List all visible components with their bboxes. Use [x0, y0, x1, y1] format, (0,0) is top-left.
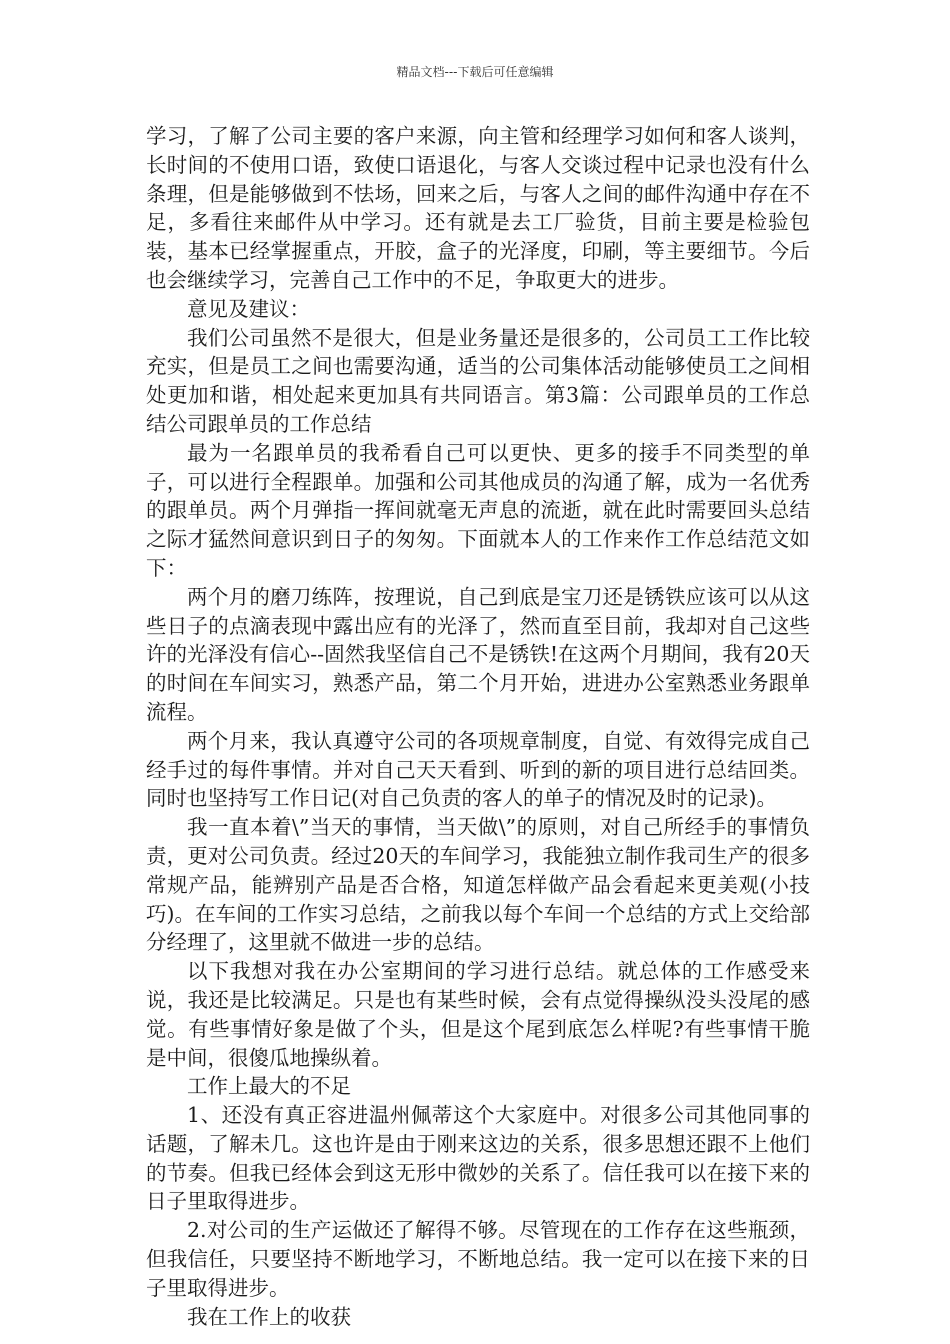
paragraph: 两个月的磨刀练阵，按理说，自己到底是宝刀还是锈铁应该可以从这些日子的点滴表现中露出应有的光泽了，然而直至目前，我却对自己这些许的光泽没有信心--固然我坚信自己不是锈铁!在这两个月期间，我有20天的时间在车间实习，熟悉产品，第二个月开始，进进办公室熟悉业务跟单流程。	[146, 584, 810, 724]
section-heading: 意见及建议：	[187, 296, 310, 321]
paragraph: 1、还没有真正容进温州佩蒂这个大家庭中。对很多公司其他同事的话题，了解未几。这也许是由于刚来这边的关系，很多思想还跟不上他们的节奏。但我已经体会到这无形中微妙的关系了。信任我可以在接下来的日子里取得进步。	[146, 1103, 810, 1214]
section-heading: 我在工作上的收获	[187, 1304, 351, 1329]
paragraph: 以下我想对我在办公室期间的学习进行总结。就总体的工作感受来说，我还是比较满足。只是也有某些时候，会有点觉得操纵没头没尾的感觉。有些事情好象是做了个头，但是这个尾到底怎么样呢?有些事情干脆是中间，很傻瓜地操纵着。	[146, 959, 810, 1070]
paragraph: 2.对公司的生产运做还了解得不够。尽管现在的工作存在这些瓶颈，但我信任，只要坚持不断地学习，不断地总结。我一定可以在接下来的日子里取得进步。	[146, 1218, 810, 1300]
document-body	[146, 122, 810, 1331]
paragraph: 最为一名跟单员的我希看自己可以更快、更多的接手不同类型的单子，可以进行全程跟单。加强和公司其他成员的沟通了解，成为一名优秀的跟单员。两个月弹指一挥间就毫无声息的流逝，就在此时需要回头总结之际才猛然间意识到日子的匆匆。下面就本人的工作来作工作总结范文如下：	[146, 440, 810, 580]
paragraph: 学习，了解了公司主要的客户来源，向主管和经理学习如何和客人谈判，长时间的不使用口语，致使口语退化，与客人交谈过程中记录也没有什么条理，但是能够做到不怯场，回来之后，与客人之间的邮件沟通中存在不足，多看往来邮件从中学习。还有就是去工厂验货，目前主要是检验包装，基本已经掌握重点，开胶，盒子的光泽度，印刷，等主要细节。今后也会继续学习，完善自己工作中的不足，争取更大的进步。	[146, 124, 810, 292]
paragraph: 我们公司虽然不是很大，但是业务量还是很多的，公司员工工作比较充实，但是员工之间也需要沟通，适当的公司集体活动能够使员工之间相处更加和谐，相处起来更加具有共同语言。第3篇：公司跟单员的工作总结公司跟单员的工作总结	[146, 325, 810, 436]
section-heading: 工作上最大的不足	[187, 1074, 351, 1099]
page-header: 精品文档---下载后可任意编辑	[396, 65, 554, 79]
paragraph: 我一直本着\”当天的事情，当天做\”的原则，对自己所经手的事情负责，更对公司负责。经过20天的车间学习，我能独立制作我司生产的很多常规产品，能辨别产品是否合格，知道怎样做产品会看起来更美观(小技巧)。在车间的工作实习总结，之前我以每个车间一个总结的方式上交给部分经理了，这里就不做进一步的总结。	[146, 815, 810, 955]
paragraph: 两个月来，我认真遵守公司的各项规章制度，自觉、有效得完成自己经手过的每件事情。并对自己天天看到、听到的新的项目进行总结回类。同时也坚持写工作日记(对自己负责的客人的单子的情况及时的记录)。	[146, 728, 810, 811]
